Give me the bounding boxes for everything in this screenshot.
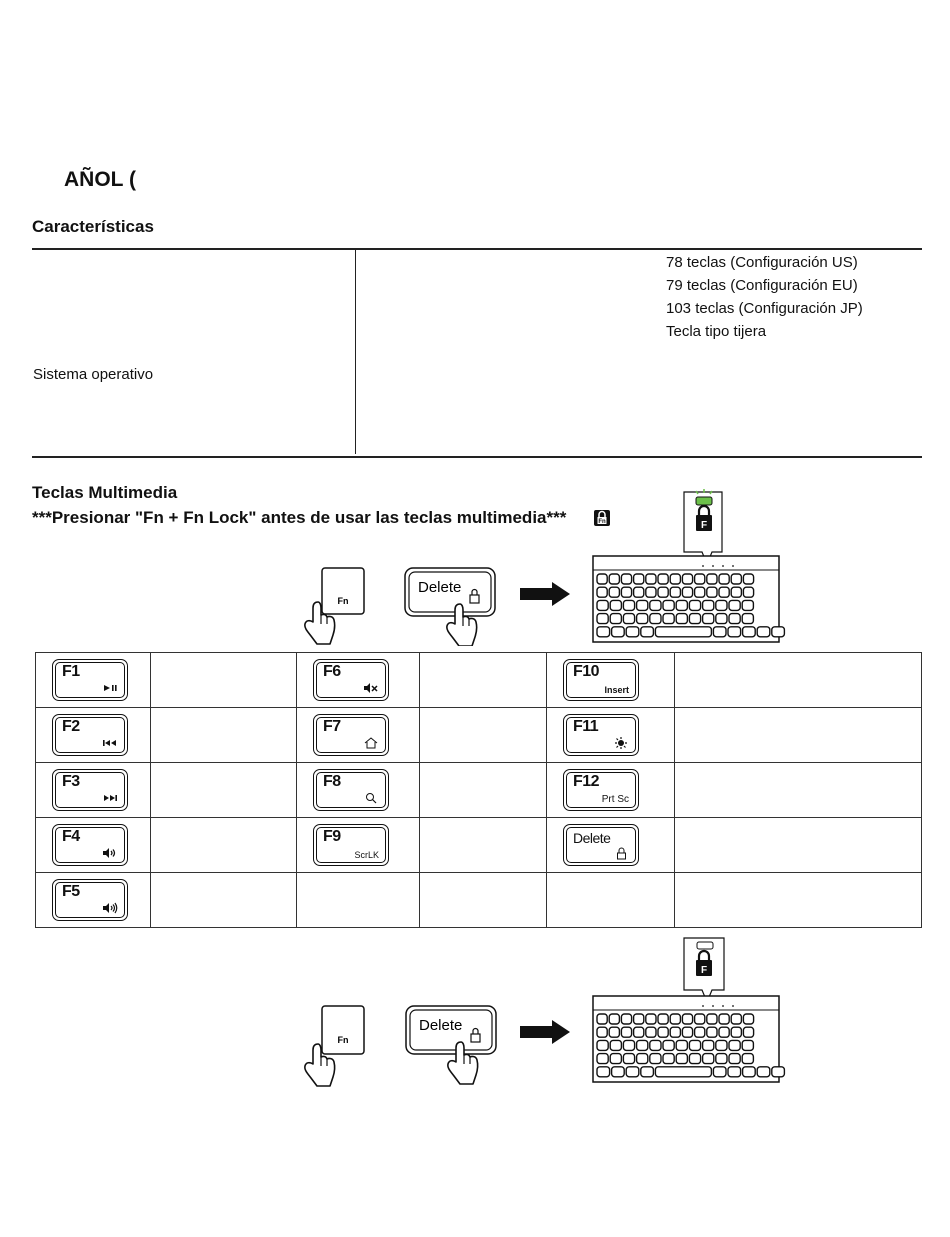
- previous-track-icon: [102, 736, 118, 750]
- keyboard-key: [621, 1014, 631, 1024]
- key-spec-list: [666, 251, 863, 343]
- keyboard-key: [743, 1014, 753, 1024]
- keyboard-key: [713, 1067, 726, 1077]
- keyboard-key: [637, 1040, 648, 1050]
- keyboard-key: [646, 1027, 656, 1037]
- led-callout: [684, 489, 722, 564]
- keyboard-key: [634, 574, 644, 584]
- keyboard-key: [610, 1040, 621, 1050]
- keyboard-key: [695, 1027, 705, 1037]
- keyboard-key: [610, 600, 621, 610]
- keyboard-key: [703, 614, 714, 624]
- keyboard-key: [682, 574, 692, 584]
- arrow-icon: [520, 582, 570, 606]
- keyboard-key: [716, 1040, 727, 1050]
- keyboard-key: [637, 1054, 648, 1064]
- key-f6: F6: [313, 659, 389, 701]
- keyboard-key: [641, 627, 654, 637]
- keyboard-key: [716, 614, 727, 624]
- keyboard-key: [655, 1067, 711, 1077]
- keyboard-key: [623, 600, 634, 610]
- keyboard-key: [597, 587, 607, 597]
- keyboard-key: [682, 587, 692, 597]
- key-f5: F5: [52, 879, 128, 921]
- keyboard-key: [597, 614, 608, 624]
- keyboard-key: [612, 1067, 625, 1077]
- keyboard-key: [609, 574, 619, 584]
- keyboard-key: [641, 1067, 654, 1077]
- key-f4: F4: [52, 824, 128, 866]
- keyboard-key: [650, 1040, 661, 1050]
- keyboard-key: [703, 1040, 714, 1050]
- keyboard-key: [695, 574, 705, 584]
- keyboard-image: [593, 996, 784, 1082]
- fn-key-label: Fn: [337, 1035, 349, 1045]
- fn-key-image: [305, 1006, 364, 1086]
- keyboard-key: [707, 1014, 717, 1024]
- keyboard-key: [707, 587, 717, 597]
- keyboard-key: [743, 1067, 756, 1077]
- spec-line: 103 teclas (Configuración JP): [666, 300, 863, 317]
- keyboard-key: [658, 574, 668, 584]
- next-track-icon: [102, 791, 118, 805]
- keyboard-key: [612, 627, 625, 637]
- keyboard-key: [695, 587, 705, 597]
- led-callout: [684, 938, 724, 1002]
- keyboard-key: [646, 574, 656, 584]
- fn-key-label: Fn: [337, 596, 349, 606]
- keyboard-key: [731, 1027, 741, 1037]
- keyboard-key: [670, 1027, 680, 1037]
- keyboard-key: [637, 614, 648, 624]
- keyboard-key: [597, 1067, 610, 1077]
- insert-label: Insert: [604, 685, 629, 695]
- svg-text:Fn: Fn: [598, 519, 606, 525]
- keyboard-key: [634, 1014, 644, 1024]
- keyboard-key: [623, 614, 634, 624]
- keyboard-key: [634, 587, 644, 597]
- keyboard-key: [743, 574, 753, 584]
- mute-icon: [363, 681, 379, 695]
- keyboard-key: [703, 600, 714, 610]
- function-key-table: [35, 652, 922, 928]
- delete-key-label: Delete: [419, 1017, 463, 1034]
- keyboard-key: [609, 1027, 619, 1037]
- keyboard-key: [682, 1027, 692, 1037]
- keyboard-key: [728, 1067, 741, 1077]
- keyboard-key: [610, 614, 621, 624]
- keyboard-key: [663, 1040, 674, 1050]
- features-heading: Características: [32, 217, 154, 236]
- keyboard-key: [597, 627, 610, 637]
- home-icon: [363, 736, 379, 750]
- keyboard-key: [658, 1027, 668, 1037]
- keyboard-key: [743, 627, 756, 637]
- volume-up-icon: [102, 901, 118, 915]
- spec-divider: [355, 250, 356, 454]
- keyboard-key: [703, 1054, 714, 1064]
- keyboard-key: [716, 600, 727, 610]
- keyboard-key: [626, 627, 639, 637]
- keyboard-key: [597, 1014, 607, 1024]
- key-f1: F1: [52, 659, 128, 701]
- keyboard-key: [663, 600, 674, 610]
- keyboard-key: [729, 1040, 740, 1050]
- keyboard-key: [634, 1027, 644, 1037]
- play-pause-icon: [102, 681, 118, 695]
- key-f3: F3: [52, 769, 128, 811]
- fn-lock-key-icon: [613, 846, 629, 860]
- keyboard-key: [772, 627, 785, 637]
- fn-lock-on-illustration: [300, 486, 790, 646]
- keyboard-key: [655, 627, 711, 637]
- delete-key-image: [405, 568, 495, 646]
- keyboard-key: [757, 627, 770, 637]
- keyboard-key: [609, 1014, 619, 1024]
- keyboard-key: [658, 1014, 668, 1024]
- keyboard-key: [716, 1054, 727, 1064]
- key-f10: F10 Insert: [563, 659, 639, 701]
- key-f7: F7: [313, 714, 389, 756]
- keyboard-key: [742, 614, 753, 624]
- keyboard-key: [676, 600, 687, 610]
- keyboard-key: [689, 600, 700, 610]
- language-title: AÑOL (: [64, 168, 136, 191]
- keyboard-key: [597, 1040, 608, 1050]
- keyboard-key: [623, 1040, 634, 1050]
- keyboard-key: [670, 574, 680, 584]
- keyboard-key: [646, 1014, 656, 1024]
- keyboard-key: [597, 574, 607, 584]
- lock-letter: F: [700, 965, 708, 976]
- keyboard-key: [689, 614, 700, 624]
- keyboard-key: [743, 587, 753, 597]
- keyboard-key: [707, 574, 717, 584]
- keyboard-key: [742, 1040, 753, 1050]
- keyboard-key: [637, 600, 648, 610]
- keyboard-key: [731, 1014, 741, 1024]
- keyboard-key: [757, 1067, 770, 1077]
- keyboard-key: [597, 600, 608, 610]
- keyboard-key: [597, 1054, 608, 1064]
- keyboard-key: [729, 1054, 740, 1064]
- fn-key-image: [305, 568, 364, 644]
- keyboard-key: [650, 1054, 661, 1064]
- multimedia-heading: Teclas Multimedia: [32, 483, 178, 502]
- keyboard-key: [719, 1014, 729, 1024]
- keyboard-key: [728, 627, 741, 637]
- key-f2: F2: [52, 714, 128, 756]
- keyboard-key: [621, 574, 631, 584]
- keyboard-key: [719, 1027, 729, 1037]
- keyboard-key: [689, 1054, 700, 1064]
- spec-line: 78 teclas (Configuración US): [666, 254, 858, 271]
- fn-lock-note: ***Presionar "Fn + Fn Lock" antes de usar las teclas multimedia***: [32, 508, 567, 527]
- print-screen-label: Prt Sc: [601, 794, 629, 805]
- keyboard-key: [610, 1054, 621, 1064]
- keyboard-key: [689, 1040, 700, 1050]
- keyboard-key: [695, 1014, 705, 1024]
- keyboard-key: [676, 1054, 687, 1064]
- arrow-icon: [520, 1020, 570, 1044]
- keyboard-key: [772, 1067, 785, 1077]
- lock-letter: F: [700, 520, 708, 531]
- keyboard-key: [646, 587, 656, 597]
- keyboard-key: [713, 627, 726, 637]
- keyboard-key: [719, 587, 729, 597]
- keyboard-key: [719, 574, 729, 584]
- keyboard-key: [676, 614, 687, 624]
- keyboard-key: [650, 600, 661, 610]
- keyboard-key: [729, 614, 740, 624]
- keyboard-key: [609, 587, 619, 597]
- keyboard-key: [731, 587, 741, 597]
- spec-line: Tecla tipo tijera: [666, 323, 767, 340]
- key-f9: F9 ScrLK: [313, 824, 389, 866]
- keyboard-key: [663, 1054, 674, 1064]
- keyboard-key: [742, 1054, 753, 1064]
- delete-key-label: Delete: [418, 579, 462, 596]
- keyboard-key: [650, 614, 661, 624]
- keyboard-image: [593, 556, 784, 642]
- fn-lock-off-illustration: [300, 932, 790, 1092]
- key-delete: Delete: [563, 824, 639, 866]
- keyboard-key: [676, 1040, 687, 1050]
- keyboard-key: [707, 1027, 717, 1037]
- key-f8: F8: [313, 769, 389, 811]
- keyboard-key: [743, 1027, 753, 1037]
- search-icon: [363, 791, 379, 805]
- keyboard-key: [729, 600, 740, 610]
- keyboard-key: [670, 1014, 680, 1024]
- backlight-icon: [613, 736, 629, 750]
- keyboard-key: [623, 1054, 634, 1064]
- keyboard-key: [626, 1067, 639, 1077]
- keyboard-key: [731, 574, 741, 584]
- keyboard-key: [742, 600, 753, 610]
- volume-down-icon: [102, 846, 118, 860]
- key-f11: F11: [563, 714, 639, 756]
- keyboard-key: [682, 1014, 692, 1024]
- os-label: Sistema operativo: [33, 366, 154, 383]
- keyboard-key: [663, 614, 674, 624]
- scroll-lock-label: ScrLK: [354, 850, 379, 860]
- keyboard-key: [658, 587, 668, 597]
- key-f12: F12 Prt Sc: [563, 769, 639, 811]
- keyboard-key: [621, 587, 631, 597]
- delete-key-image: [406, 1006, 496, 1084]
- keyboard-key: [621, 1027, 631, 1037]
- keyboard-key: [597, 1027, 607, 1037]
- keyboard-key: [670, 587, 680, 597]
- spec-line: 79 teclas (Configuración EU): [666, 277, 858, 294]
